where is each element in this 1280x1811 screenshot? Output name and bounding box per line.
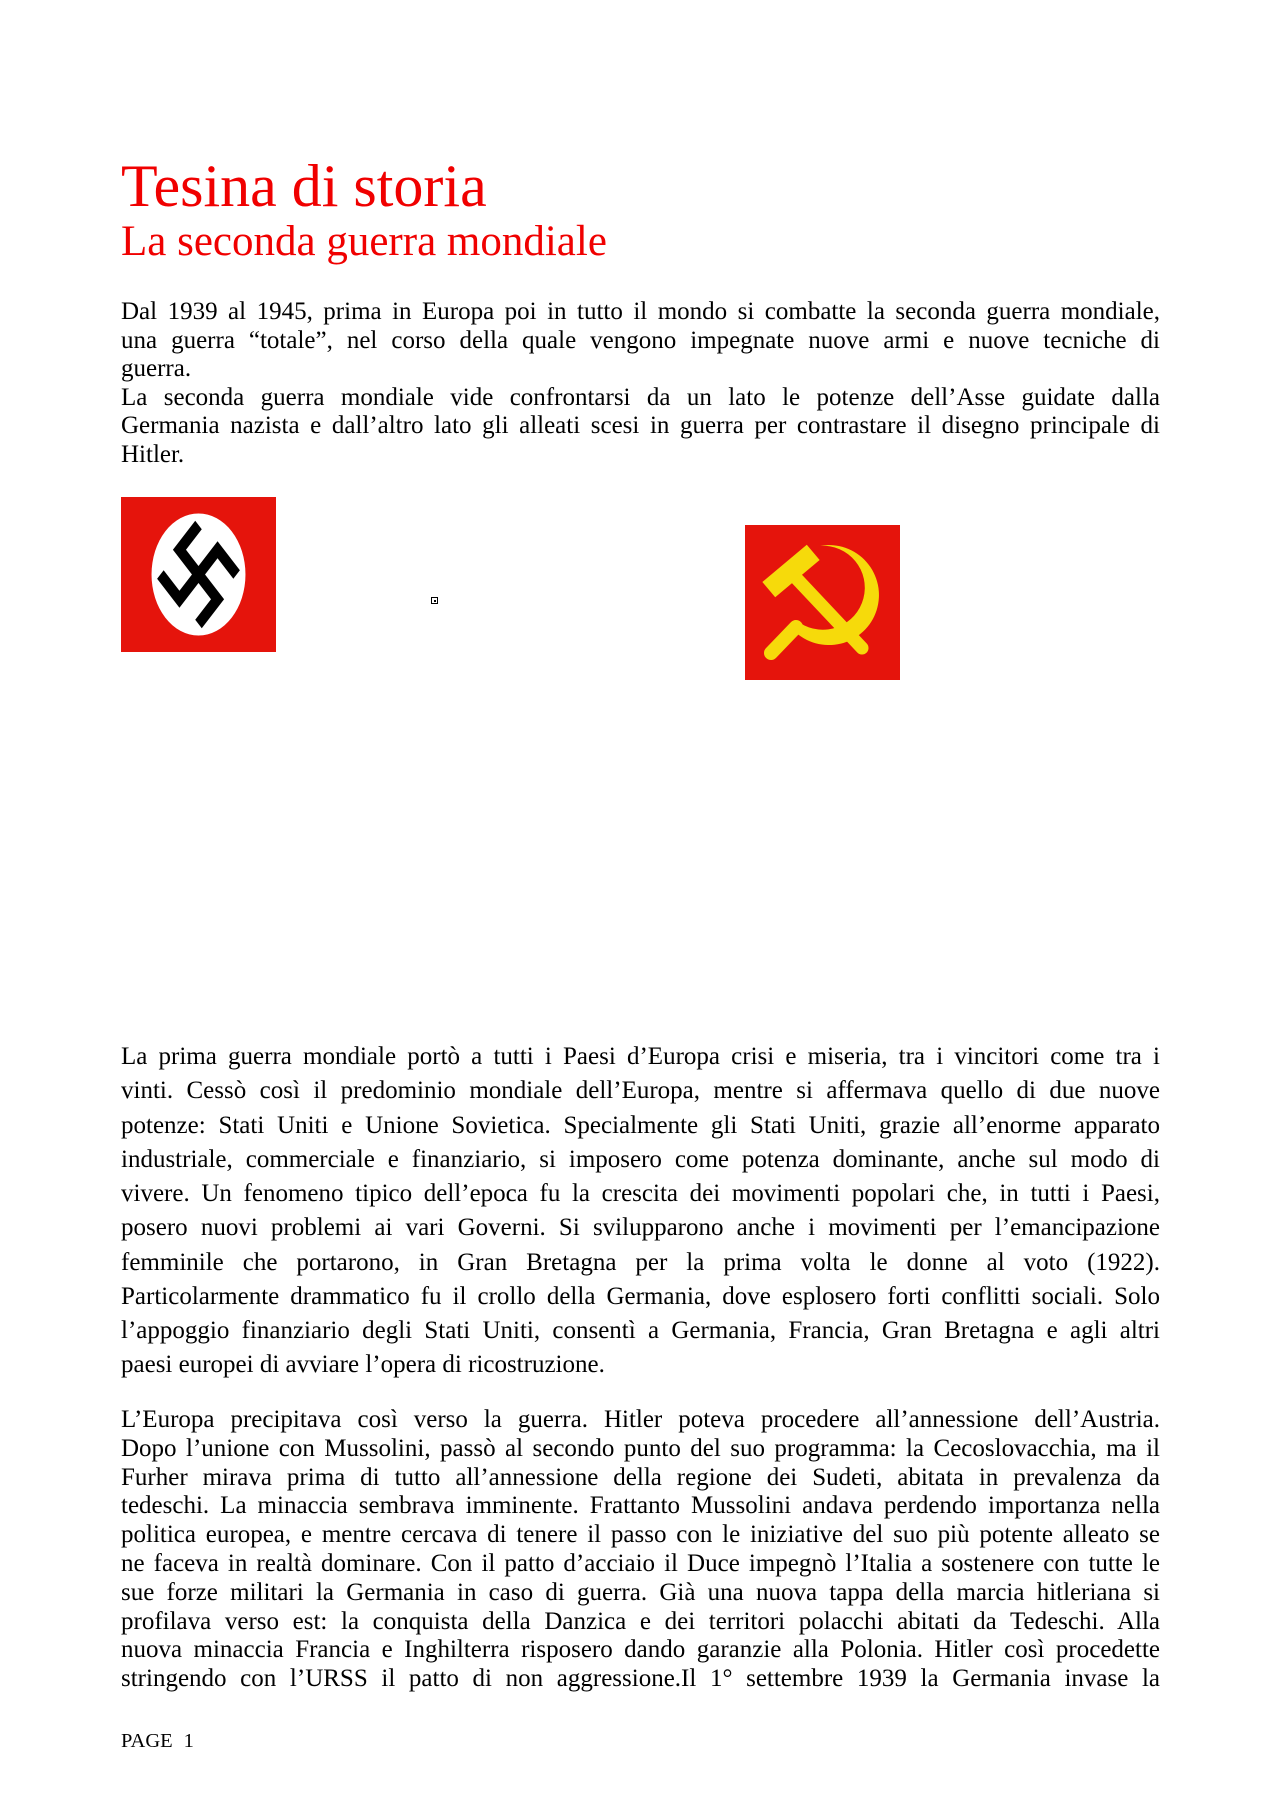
text-line: paesi europei di avviare l’opera di ricostruzione. — [121, 1351, 605, 1379]
text-line: Dopo l’unione con Mussolini, passò al secondo punto del suo programma: la Cecoslovacchia, ma il — [121, 1434, 1160, 1462]
page-label: PAGE — [121, 1730, 173, 1752]
nazi-flag-icon — [121, 497, 276, 652]
paragraph — [121, 384, 1160, 470]
text-line: industriale, commerciale e finanziario, si imposero come potenza dominante, anche sul modo di — [121, 1145, 1160, 1173]
text-line: Germania nazista e dall’altro lato gli alleati scesi in guerra per contrastare il disegno principale di — [121, 412, 1160, 440]
text-line: vinti. Cessò così il predominio mondiale dell’Europa, mentre si affermava quello di due nuove — [121, 1077, 1160, 1105]
text-line: stringendo con l’URSS il patto di non aggressione.Il 1° settembre 1939 la Germania invase la — [121, 1665, 1160, 1693]
anchor-marker-icon — [431, 597, 438, 604]
text-line: tedeschi. La minaccia sembrava imminente. Frattanto Mussolini andava perdendo importanza nella — [121, 1492, 1160, 1520]
text-line: politica europea, e mentre cercava di tenere il passo con le iniziative del suo più potente alleato se — [121, 1521, 1160, 1549]
intro-text — [121, 298, 1160, 470]
text-line: profilava verso est: la conquista della Danzica e dei territori polacchi abitati da Tedeschi. Alla — [121, 1607, 1160, 1635]
paragraph — [121, 298, 1160, 384]
text-line: La seconda guerra mondiale vide confrontarsi da un lato le potenze dell’Asse guidate dalla — [121, 383, 1160, 411]
text-line: Furher mirava prima di tutto all’annessione della regione dei Sudeti, abitata in prevalenza da — [121, 1463, 1160, 1491]
text-line: La prima guerra mondiale portò a tutti i Paesi d’Europa crisi e miseria, tra i vincitori come tra i — [121, 1043, 1160, 1070]
text-line: vivere. Un fenomeno tipico dell’epoca fu la crescita dei movimenti popolari che, in tutti i Paesi, — [121, 1180, 1160, 1208]
text-line: posero nuovi problemi ai vari Governi. Si svilupparono anche i movimenti per l’emancipazione — [121, 1214, 1160, 1242]
text-line: L’Europa precipitava così verso la guerra. Hitler poteva procedere all’annessione dell’Austria. — [121, 1406, 1160, 1433]
text-line: sue forze militari la Germania in caso di guerra. Già una nuova tappa della marcia hitleriana si — [121, 1578, 1160, 1606]
text-line: ne faceva in realtà dominare. Con il patto d’acciaio il Duce impegnò l’Italia a sostenere con tutte le — [121, 1549, 1160, 1577]
text-line: l’appoggio finanziario degli Stati Uniti, consentì a Germania, Francia, Gran Bretagna e agli altri — [121, 1317, 1160, 1345]
section-text — [121, 1040, 1160, 1383]
text-line: Hitler. — [121, 440, 185, 468]
text-line: nuova minaccia Francia e Inghilterra risposero dando garanzie alla Polonia. Hitler così procedette — [121, 1636, 1160, 1664]
text-line: Dal 1939 al 1945, prima in Europa poi in tutto il mondo si combatte la seconda guerra mondiale, — [121, 298, 1160, 325]
text-line: femminile che portarono, in Gran Bretagna per la prima volta le donne al voto (1922). — [121, 1248, 1160, 1276]
hammer-and-sickle-flag-icon — [745, 525, 900, 680]
page-number: 1 — [183, 1730, 194, 1752]
page-footer — [121, 1730, 194, 1754]
text-line: guerra. — [121, 355, 192, 383]
document-title: Tesina di storia — [121, 153, 487, 219]
text-line: Particolarmente drammatico fu il crollo della Germania, dove esplosero forti conflitti sociali. Solo — [121, 1282, 1160, 1310]
text-line: potenze: Stati Uniti e Unione Sovietica. Specialmente gli Stati Uniti, grazie all’enorme apparato — [121, 1111, 1160, 1139]
section-text — [121, 1406, 1160, 1694]
text-line: una guerra “totale”, nel corso della quale vengono impegnate nuove armi e nuove tecniche di — [121, 326, 1160, 354]
document-subtitle: La seconda guerra mondiale — [121, 218, 607, 265]
